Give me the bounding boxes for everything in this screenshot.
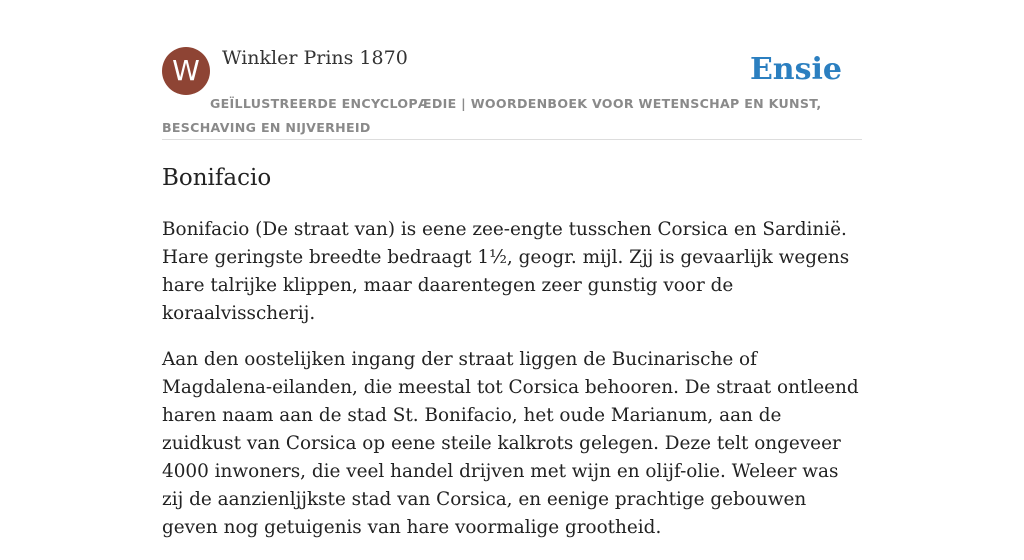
article-title: Bonifacio <box>162 165 272 191</box>
avatar-letter: W <box>172 54 200 87</box>
article-body <box>162 216 862 560</box>
source-title[interactable]: Winkler Prins 1870 <box>222 47 408 69</box>
article-paragraph-1: Bonifacio (De straat van) is eene zee-engte tusschen Corsica en Sardinië. Hare geringste breedte bedraagt 1½, geogr. mijl. Zjj is gevaarlijk wegens hare talrijke klippen, maar daarentegen zeer gunstig voor de koraalvisscherij. <box>162 219 850 324</box>
page <box>162 0 862 538</box>
article-paragraph-2: Aan den oostelijken ingang der straat liggen de Bucinarische of Magdalena-eilanden, die meestal tot Corsica behooren. De straat ontleend haren naam aan de stad St. Bonifacio, het oude Marianum, aan de zuidkust van Corsica op eene steile kalkrots gelegen. Deze telt ongeveer 4000 inwoners, die veel handel drijven met wijn en olijf-olie. Weleer was zij de aanzienljjkste stad van Corsica, en eenige prachtige gebouwen geven nog getuigenis van hare voormalige grootheid. <box>162 349 859 538</box>
source-subtitle: GEÏLLUSTREERDE ENCYCLOPÆDIE | WOORDENBOEK VOOR WETENSCHAP EN KUNST, BESCHAVING EN NIJVERHEID <box>162 96 822 135</box>
brand-logo[interactable]: Ensie <box>749 52 842 87</box>
source-avatar[interactable] <box>162 47 210 95</box>
header-divider <box>162 139 862 140</box>
